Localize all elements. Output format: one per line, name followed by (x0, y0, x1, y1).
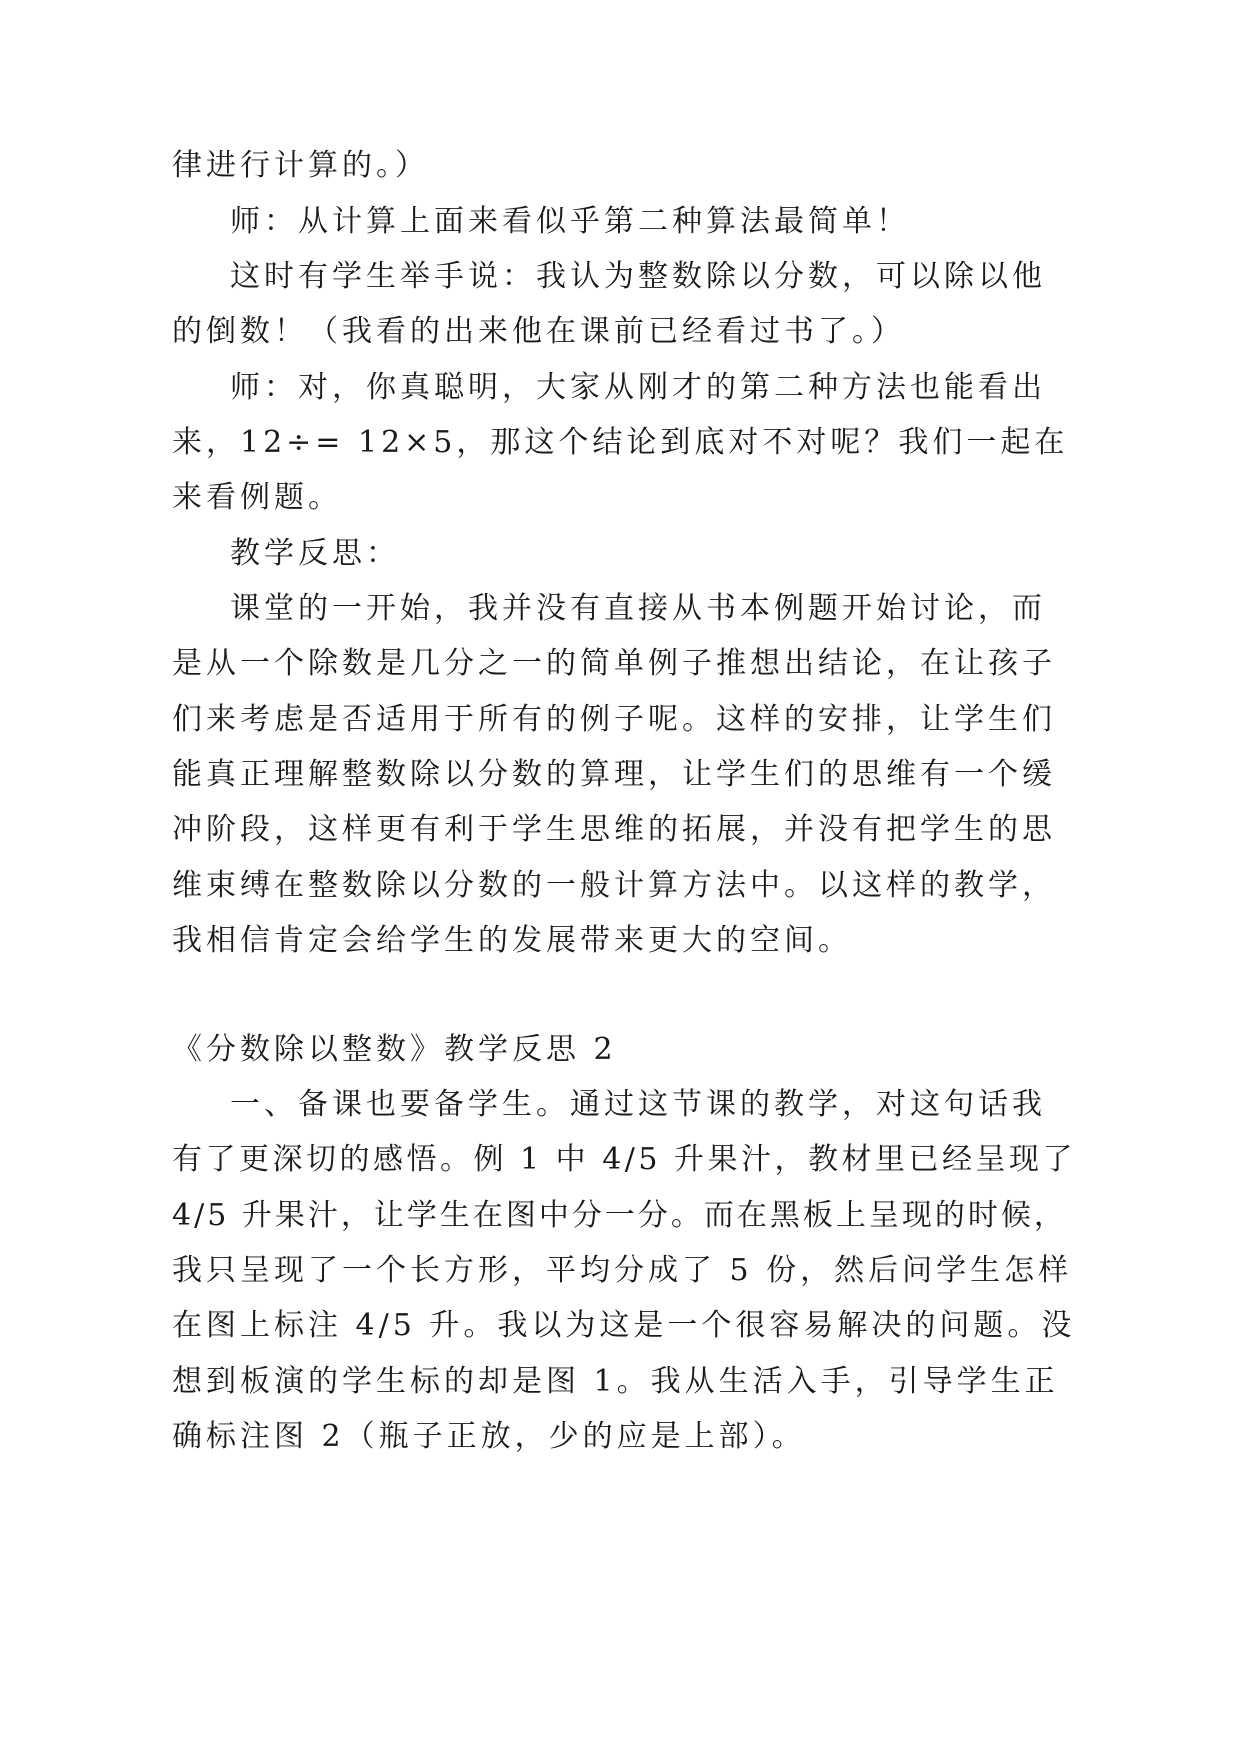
text-line: 4/5 升果汁，让学生在图中分一分。而在黑板上呈现的时候， (172, 1198, 1067, 1233)
text-line: 能真正理解整数除以分数的算理，让学生们的思维有一个缓 (172, 757, 1056, 792)
text-line: 来，12÷= 12×5，那这个结论到底对不对呢？我们一起在 (172, 425, 1069, 460)
text-line: 的倒数！（我看的出来他在课前已经看过书了。） (172, 314, 905, 349)
text-line: 我只呈现了一个长方形，平均分成了 5 份，然后问学生怎样 (172, 1253, 1073, 1288)
text-line: 维束缚在整数除以分数的一般计算方法中。以这样的教学， (172, 868, 1056, 903)
section-heading: 《分数除以整数》教学反思 2 (172, 1032, 617, 1067)
text-line: 有了更深切的感悟。例 1 中 4/5 升果汁，教材里已经呈现了 (172, 1142, 1077, 1177)
text-line: 师：从计算上面来看似乎第二种算法最简单！ (230, 204, 910, 239)
text-line: 们来考虑是否适用于所有的例子呢。这样的安排，让学生们 (172, 702, 1056, 737)
text-line: 课堂的一开始，我并没有直接从书本例题开始讨论，而 (230, 591, 1046, 626)
text-line: 律进行计算的。） (172, 148, 429, 183)
text-line: 冲阶段，这样更有利于学生思维的拓展，并没有把学生的思 (172, 812, 1056, 847)
text-line: 是从一个除数是几分之一的简单例子推想出结论，在让孩子 (172, 646, 1056, 681)
text-line: 一、备课也要备学生。通过这节课的教学，对这句话我 (230, 1087, 1046, 1122)
text-line: 想到板演的学生标的却是图 1。我从生活入手，引导学生正 (172, 1364, 1059, 1399)
text-line: 我相信肯定会给学生的发展带来更大的空间。 (172, 923, 852, 958)
text-line: 师：对，你真聪明，大家从刚才的第二种方法也能看出 (230, 370, 1046, 405)
text-line: 在图上标注 4/5 升。我以为这是一个很容易解决的问题。没 (172, 1308, 1076, 1343)
text-line: 教学反思： (230, 536, 400, 571)
text-line: 确标注图 2（瓶子正放，少的应是上部）。 (172, 1419, 806, 1454)
text-line: 来看例题。 (172, 480, 342, 515)
text-line: 这时有学生举手说：我认为整数除以分数，可以除以他 (230, 259, 1046, 294)
